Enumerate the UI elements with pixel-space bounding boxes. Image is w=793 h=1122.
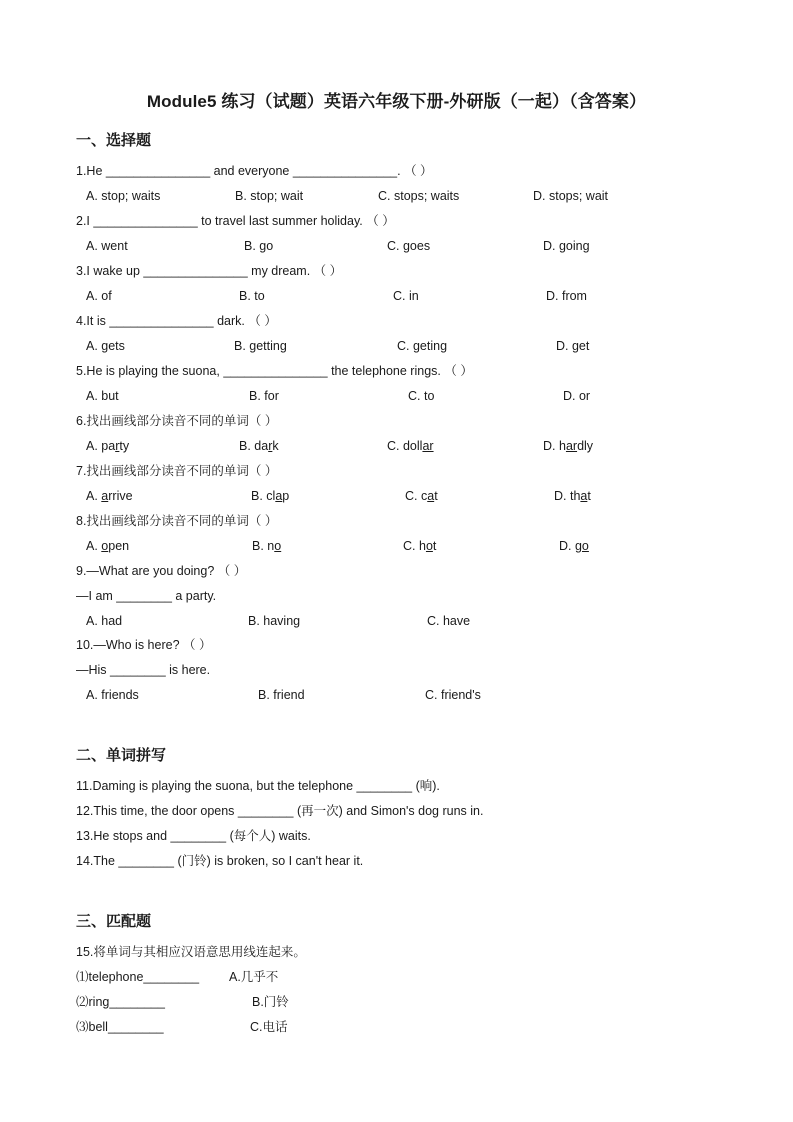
match-right-a: A.几乎不 — [229, 970, 279, 984]
question-1-stem: 1.He _______________ and everyone _______________. （ ） — [76, 164, 433, 178]
option-b[interactable]: B. having — [248, 614, 301, 628]
question-9-options — [0, 613, 793, 629]
page-title: Module5 练习（试题）英语六年级下册-外研版（一起）（含答案） — [146, 92, 647, 111]
question-6-stem: 6.找出画线部分读音不同的单词（ ） — [76, 414, 278, 428]
option-a[interactable]: A. arrive — [86, 489, 133, 503]
question-10-stem: 10.—Who is here? （ ） — [76, 638, 212, 652]
option-a[interactable]: A. stop; waits — [86, 189, 161, 203]
question-6-options — [0, 438, 793, 454]
option-b[interactable]: B. to — [239, 289, 265, 303]
question-13: 13.He stops and ________ (每个人) waits. — [76, 829, 311, 843]
question-1-options — [0, 188, 793, 204]
question-12: 12.This time, the door opens ________ (再一次) and Simon's dog runs in. — [76, 804, 484, 818]
option-d[interactable]: D. hardly — [543, 439, 594, 453]
option-b[interactable]: B. stop; wait — [235, 189, 304, 203]
option-a[interactable]: A. went — [86, 239, 128, 253]
option-d[interactable]: D. stops; wait — [533, 189, 609, 203]
option-b[interactable]: B. no — [252, 539, 282, 553]
option-c[interactable]: C. goes — [387, 239, 431, 253]
section-heading-spelling: 二、单词拼写 — [76, 747, 167, 764]
option-d[interactable]: D. get — [556, 339, 590, 353]
question-4-options — [0, 338, 793, 354]
option-c[interactable]: C. geting — [397, 339, 448, 353]
option-a[interactable]: A. friends — [86, 688, 139, 702]
option-d[interactable]: D. from — [546, 289, 587, 303]
question-10-stem-line2: —His ________ is here. — [76, 663, 211, 677]
match-left-3: ⑶bell________ — [76, 1020, 164, 1034]
option-d[interactable]: D. going — [543, 239, 590, 253]
question-14: 14.The ________ (门铃) is broken, so I can't hear it. — [76, 854, 364, 868]
match-right-c: C.电话 — [250, 1020, 288, 1034]
option-b[interactable]: B. clap — [251, 489, 290, 503]
question-2-options — [0, 238, 793, 254]
question-2-stem: 2.I _______________ to travel last summer holiday. （ ） — [76, 214, 395, 228]
question-5-options — [0, 388, 793, 404]
option-d[interactable]: D. or — [563, 389, 591, 403]
match-right-b: B.门铃 — [252, 995, 289, 1009]
question-5-stem: 5.He is playing the suona, _______________ the telephone rings. （ ） — [76, 364, 473, 378]
question-7-options — [0, 488, 793, 504]
section-heading-choice: 一、选择题 — [76, 132, 152, 149]
question-9-stem-line2: —I am ________ a party. — [76, 589, 217, 603]
option-d[interactable]: D. that — [554, 489, 591, 503]
option-b[interactable]: B. friend — [258, 688, 305, 702]
question-15-stem: 15.将单词与其相应汉语意思用线连起来。 — [76, 945, 306, 959]
option-a[interactable]: A. but — [86, 389, 119, 403]
match-left-2: ⑵ring________ — [76, 995, 165, 1009]
match-left-1: ⑴telephone________ — [76, 970, 200, 984]
question-9-stem: 9.—What are you doing? （ ） — [76, 564, 247, 578]
option-c[interactable]: C. cat — [405, 489, 438, 503]
option-a[interactable]: A. had — [86, 614, 123, 628]
question-8-options — [0, 538, 793, 554]
question-4-stem: 4.It is _______________ dark. （ ） — [76, 314, 277, 328]
question-3-options — [0, 288, 793, 304]
option-c[interactable]: C. to — [408, 389, 435, 403]
option-c[interactable]: C. have — [427, 614, 471, 628]
question-7-stem: 7.找出画线部分读音不同的单词（ ） — [76, 464, 278, 478]
option-a[interactable]: A. of — [86, 289, 112, 303]
section-heading-matching: 三、匹配题 — [76, 913, 152, 930]
option-b[interactable]: B. dark — [239, 439, 279, 453]
question-8-stem: 8.找出画线部分读音不同的单词（ ） — [76, 514, 278, 528]
question-11: 11.Daming is playing the suona, but the telephone ________ (响). — [76, 779, 440, 793]
option-a[interactable]: A. open — [86, 539, 130, 553]
option-c[interactable]: C. stops; waits — [378, 189, 460, 203]
option-a[interactable]: A. gets — [86, 339, 125, 353]
option-c[interactable]: C. friend's — [425, 688, 481, 702]
option-b[interactable]: B. go — [244, 239, 274, 253]
option-c[interactable]: C. dollar — [387, 439, 434, 453]
question-3-stem: 3.I wake up _______________ my dream. （ ） — [76, 264, 343, 278]
option-b[interactable]: B. for — [249, 389, 279, 403]
option-a[interactable]: A. party — [86, 439, 130, 453]
question-10-options — [0, 687, 793, 703]
option-b[interactable]: B. getting — [234, 339, 287, 353]
option-c[interactable]: C. in — [393, 289, 419, 303]
option-c[interactable]: C. hot — [403, 539, 437, 553]
option-d[interactable]: D. go — [559, 539, 589, 553]
